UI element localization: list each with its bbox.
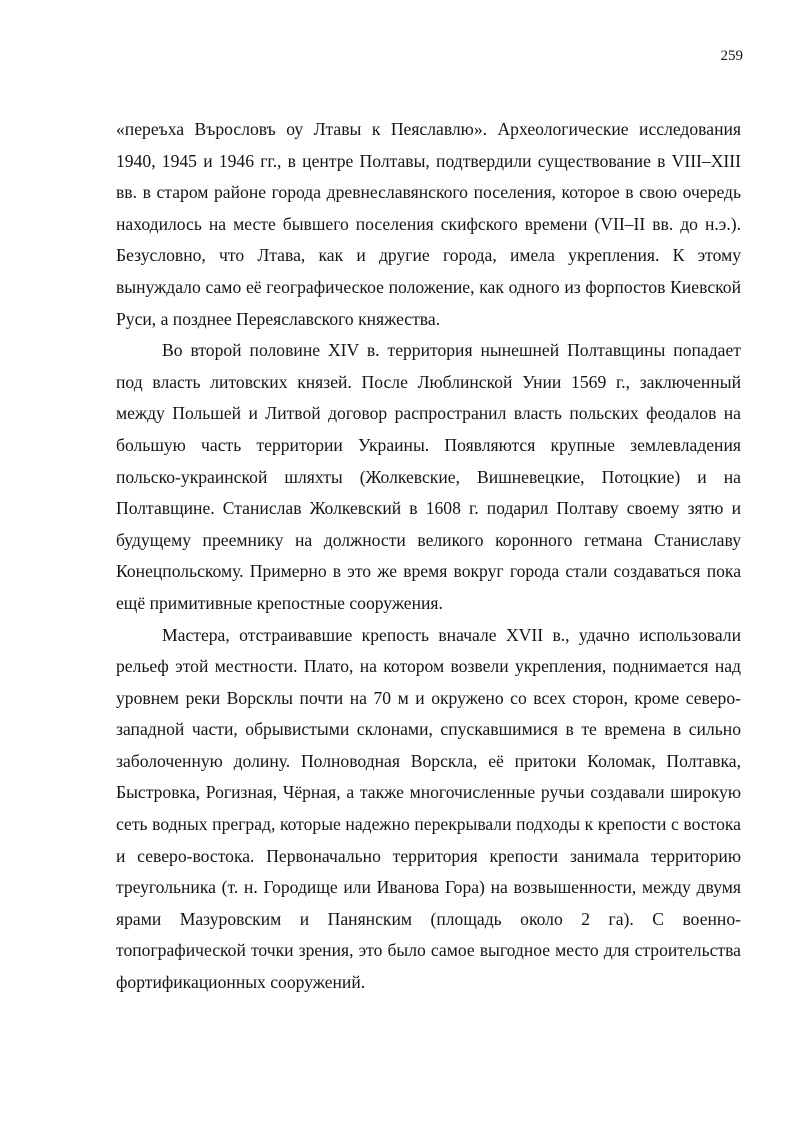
page-number: 259: [720, 48, 743, 64]
paragraph-lithuanian-period: Во второй половине XIV в. территория нынешней Полтавщины попадает под власть литовских князей. После Люблинской Унии 1569 г., заключенный между Польшей и Литвой договор распространил власть польских феодалов на большую часть территории Украины. Появляются крупные землевладения польско-украинской шляхты (Жолкевские, Вишневецкие, Потоцкие) и на Полтавщине. Станислав Жолкевский в 1608 г. подарил Полтаву своему зятю и будущему преемнику на должности великого коронного гетмана Станиславу Конецпольскому. Примерно в это же время вокруг города стали создаваться пока ещё примитивные крепостные сооружения.: [116, 340, 741, 613]
paragraph-continuation: «переъха Върословъ оу Лтавы к Пеяславлю». Археологические исследования 1940, 1945 и 1946 гг., в центре Полтавы, подтвердили существование в VIII–XIII вв. в старом районе города древнеславянского поселения, которое в свою очередь находилось на месте бывшего поселения скифского времени (VII–II вв. до н.э.). Безусловно, что Лтава, как и другие города, имела укрепления. К этому вынуждало само её географическое положение, как одного из форпостов Киевской Руси, а позднее Переяславского княжества.: [116, 119, 741, 329]
body-text: [116, 114, 741, 999]
paragraph-fortress-construction: Мастера, отстраивавшие крепость вначале XVII в., удачно использовали рельеф этой местности. Плато, на котором возвели укрепления, поднимается над уровнем реки Ворсклы почти на 70 м и окружено со всех сторон, кроме северо-западной части, обрывистыми склонами, спускавшимися в те времена в сильно заболоченную долину. Полноводная Ворскла, её притоки Коломак, Полтавка, Быстровка, Рогизная, Чёрная, а также многочисленные ручьи создавали широкую сеть водных преград, которые надежно перекрывали подходы к крепости с востока и северо-востока. Первоначально территория крепости занимала территорию треугольника (т. н. Городище или Иванова Гора) на возвышенности, между двумя ярами Мазуровским и Панянским (площадь около 2 га). С военно-топографической точки зрения, это было самое выгодное место для строительства фортификационных сооружений.: [116, 624, 741, 993]
